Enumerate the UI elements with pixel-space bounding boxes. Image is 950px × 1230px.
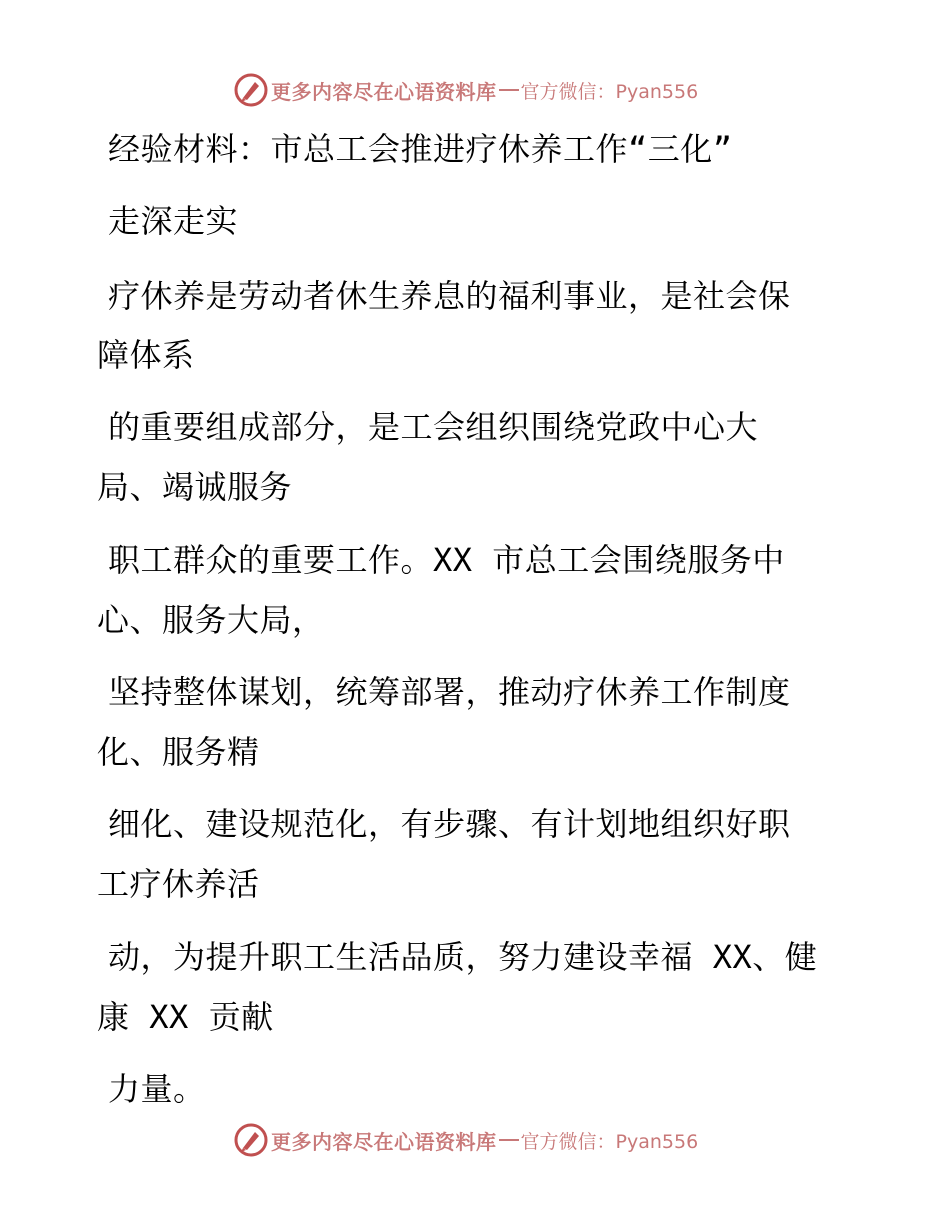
footer-watermark <box>233 1120 698 1160</box>
pen-nib-logo-icon <box>233 1122 269 1158</box>
watermark-title: 更多内容尽在心语资料库 <box>271 1129 497 1154</box>
paragraph-line: 局、竭诚服务 <box>97 468 293 506</box>
pen-nib-logo-icon <box>233 72 269 108</box>
paragraph-line: 动，为提升职工生活品质，努力建设幸福 XX、健 <box>108 938 818 976</box>
doc-title-line-2: 走深走实 <box>108 202 239 240</box>
paragraph-line: 职工群众的重要工作。XX 市总工会围绕服务中 <box>108 541 785 579</box>
paragraph-line: 疗休养是劳动者休生养息的福利事业，是社会保 <box>108 277 791 315</box>
header-watermark <box>233 70 698 110</box>
watermark-divider <box>499 89 519 91</box>
paragraph-line: 的重要组成部分，是工会组织围绕党政中心大 <box>108 408 759 446</box>
paragraph-line: 工疗休养活 <box>97 865 260 903</box>
watermark-wechat: 官方微信：Pyan556 <box>520 1130 699 1153</box>
paragraph-line: 心、服务大局， <box>97 601 325 639</box>
paragraph-line: 化、服务精 <box>97 733 260 771</box>
paragraph-line: 力量。 <box>108 1070 206 1108</box>
watermark-divider <box>499 1139 519 1141</box>
watermark-wechat: 官方微信：Pyan556 <box>520 80 699 103</box>
paragraph-line: 康 XX 贡献 <box>97 998 274 1036</box>
watermark-title: 更多内容尽在心语资料库 <box>271 79 497 104</box>
paragraph-line: 细化、建设规范化，有步骤、有计划地组织好职 <box>108 805 791 843</box>
paragraph-line: 障体系 <box>97 336 195 374</box>
paragraph-line: 坚持整体谋划，统筹部署，推动疗休养工作制度 <box>108 673 791 711</box>
doc-title-line-1: 经验材料：市总工会推进疗休养工作“三化” <box>108 130 733 168</box>
